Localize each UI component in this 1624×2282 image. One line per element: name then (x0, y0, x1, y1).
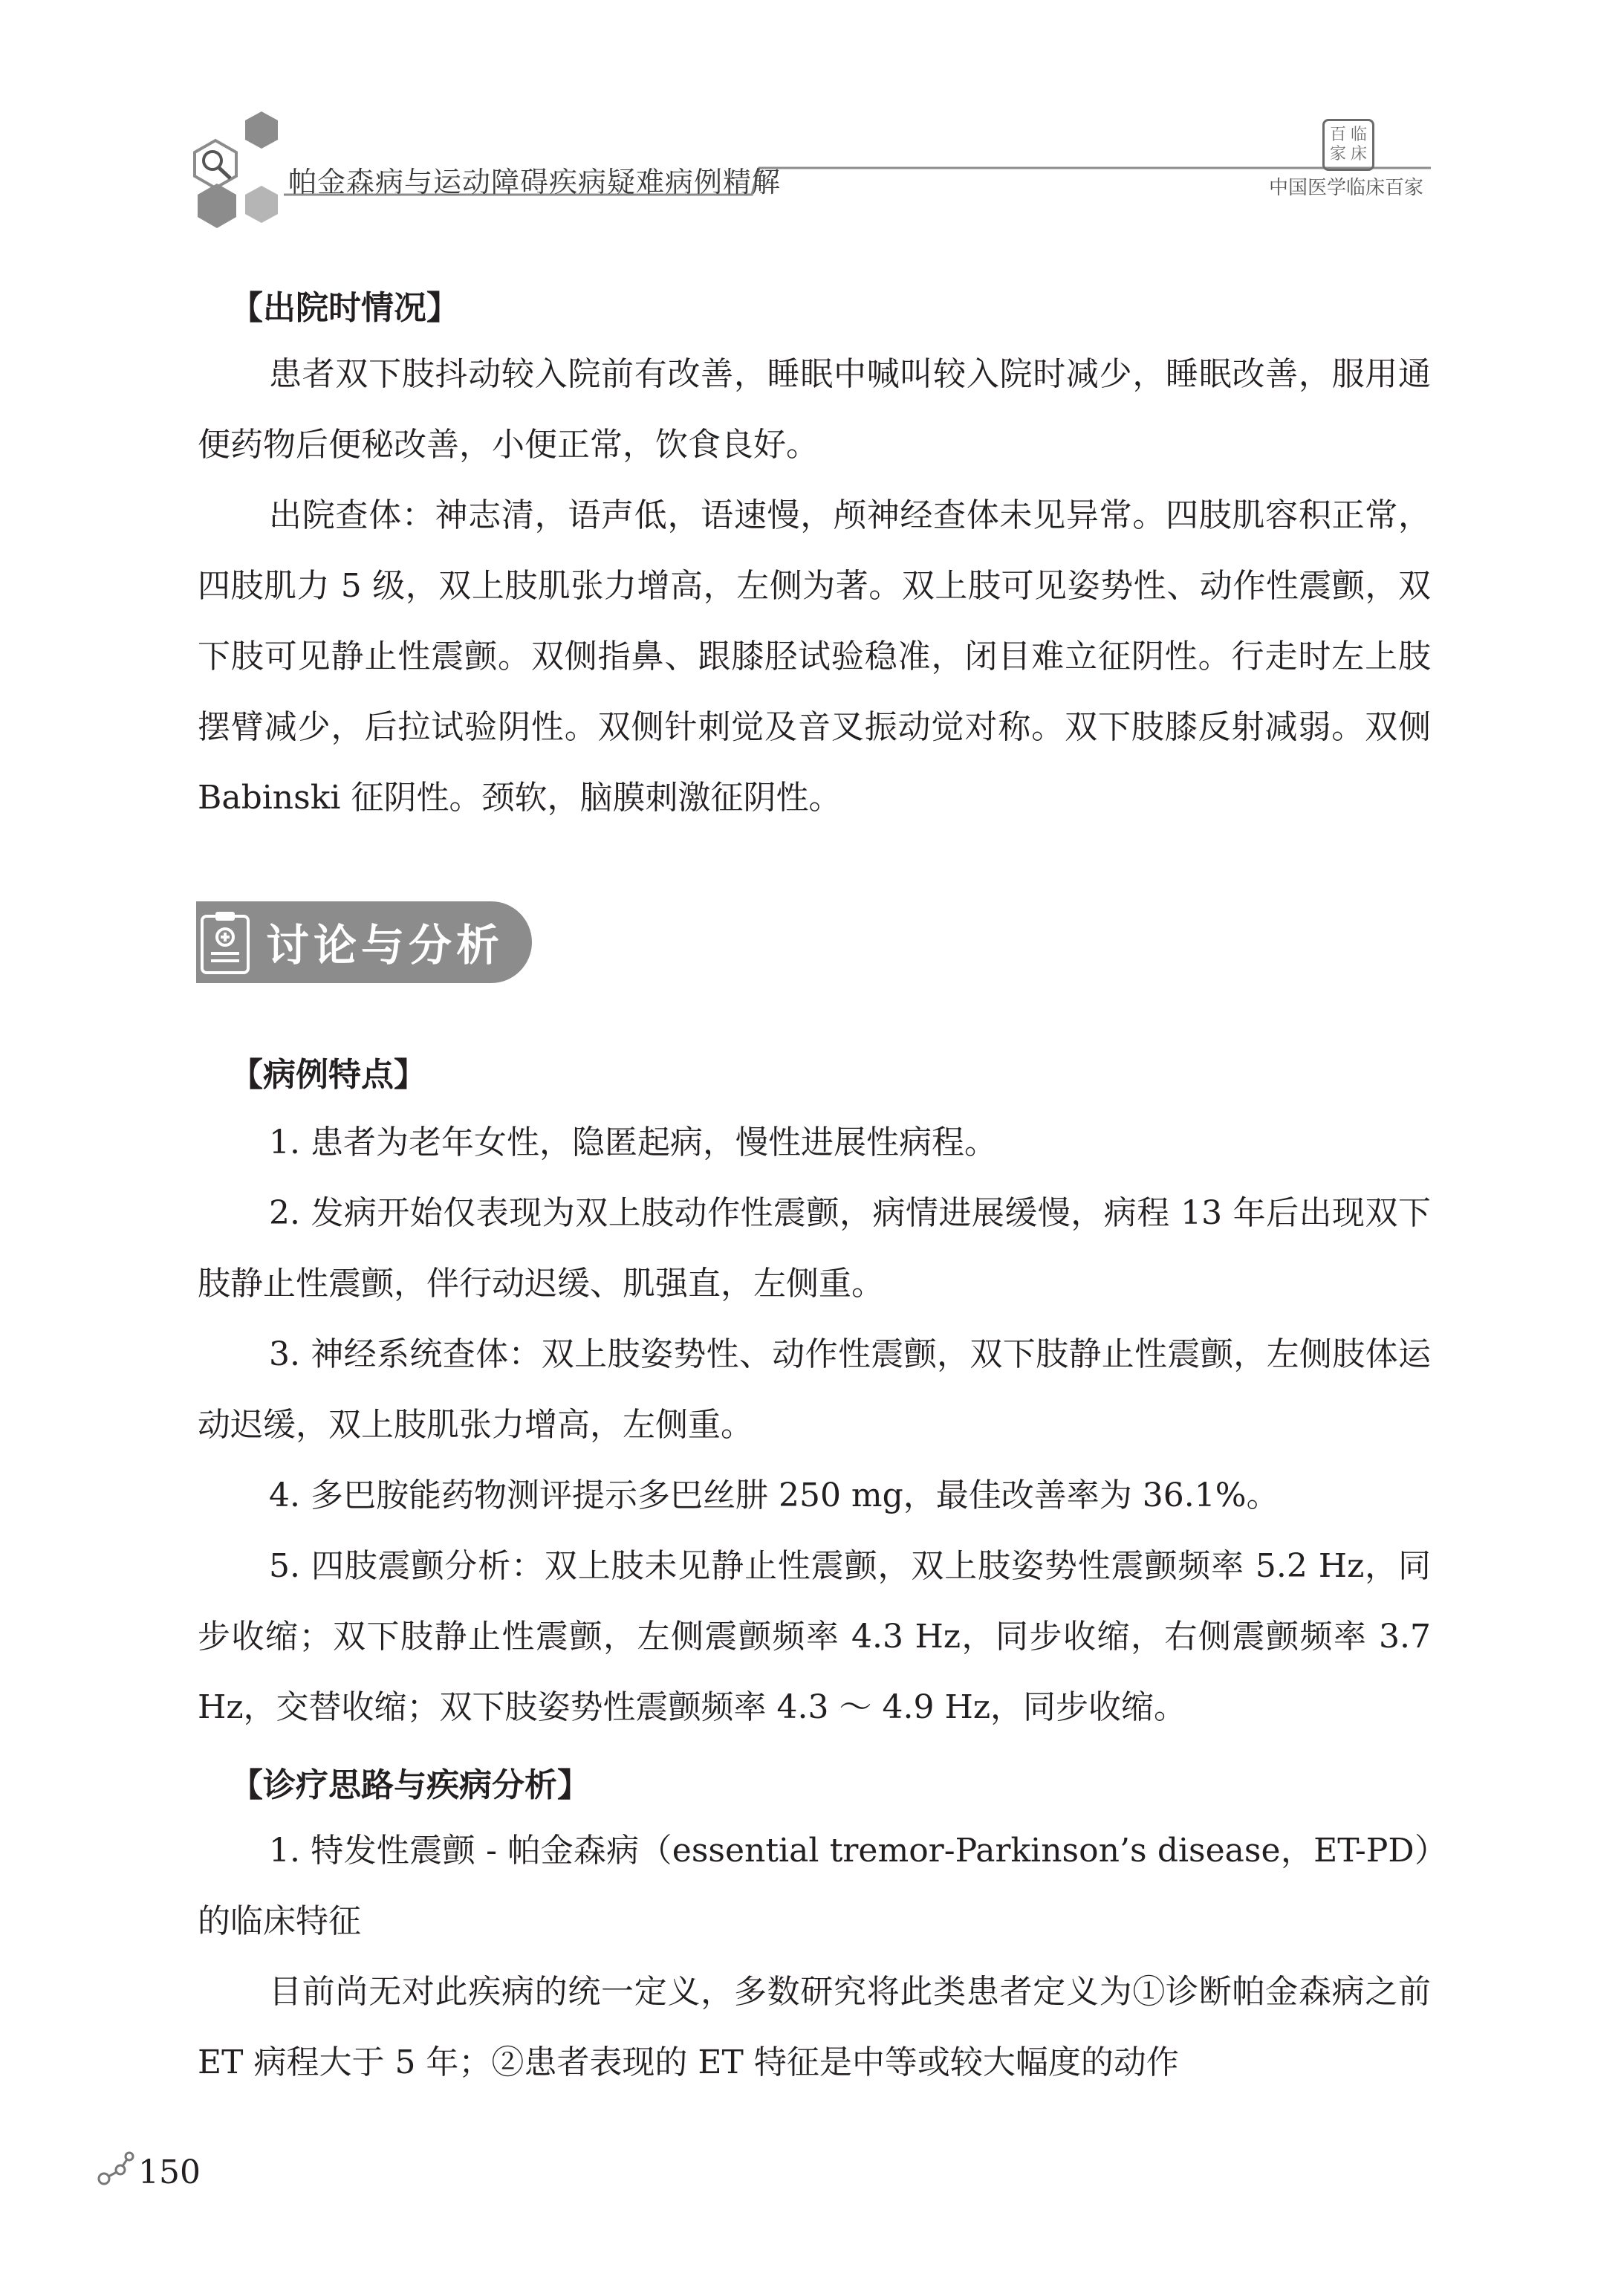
feature-item-5: 5. 四肢震颤分析：双上肢未见静止性震颤，双上肢姿势性震颤频率 5.2 Hz，同步收缩；双下肢静止性震颤，左侧震颤频率 4.3 Hz，同步收缩，右侧震颤频率 3.7 Hz，交替收缩；双下肢姿势性震颤频率 4.3 ～ 4.9 Hz，同步收缩。 (198, 1547, 1431, 1726)
features-heading: 【病例特点】 (230, 1056, 426, 1094)
section-banner (196, 901, 532, 983)
analysis-paragraph-1: 1. 特发性震颤 - 帕金森病（essential tremor-Parkinson’s disease，ET-PD）的临床特征 (198, 1832, 1431, 1940)
feature-item-2: 2. 发病开始仅表现为双上肢动作性震颤，病情进展缓慢，病程 13 年后出现双下肢静止性震颤，伴行动迟缓、肌强直，左侧重。 (198, 1194, 1431, 1303)
feature-item-3: 3. 神经系统查体：双上肢姿势性、动作性震颤，双下肢静止性震颤，左侧肢体运动迟缓，双上肢肌张力增高，左侧重。 (198, 1335, 1431, 1444)
feature-item-1: 1. 患者为老年女性，隐匿起病，慢性进展性病程。 (269, 1124, 997, 1161)
book-title: 帕金森病与运动障碍疾病疑难病例精解 (288, 166, 782, 198)
analysis-heading: 【诊疗思路与疾病分析】 (230, 1766, 590, 1804)
clipboard-icon (199, 909, 251, 976)
series-name: 中国医学临床百家 (1269, 177, 1424, 199)
feature-item-4: 4. 多巴胺能药物测评提示多巴丝肼 250 mg，最佳改善率为 36.1%。 (269, 1477, 1279, 1514)
molecule-icon (95, 2148, 137, 2189)
page-number: 150 (138, 2153, 201, 2191)
header-decoration (0, 0, 1624, 238)
seal-stamp-icon: 百 临 家 床 (1322, 119, 1374, 171)
hexagon-logo-icon (195, 111, 278, 228)
discharge-paragraph-1: 患者双下肢抖动较入院前有改善，睡眠中喊叫较入院时减少，睡眠改善，服用通便药物后便秘改善，小便正常，饮食良好。 (198, 355, 1431, 464)
analysis-paragraph-2: 目前尚无对此疾病的统一定义，多数研究将此类患者定义为①诊断帕金森病之前 ET 病程大于 5 年；②患者表现的 ET 特征是中等或较大幅度的动作 (198, 1973, 1431, 2081)
page-header (0, 0, 1624, 238)
discharge-paragraph-2: 出院查体：神志清，语声低，语速慢，颅神经查体未见异常。四肢肌容积正常，四肢肌力 5 级，双上肢肌张力增高，左侧为著。双上肢可见姿势性、动作性震颤，双下肢可见静止性震颤。双侧指鼻、跟膝胫试验稳准，闭目难立征阴性。行走时左上肢摆臂减少，后拉试验阴性。双侧针刺觉及音叉振动觉对称。双下肢膝反射减弱。双侧 Babinski 征阴性。颈软，脑膜刺激征阴性。 (198, 496, 1431, 817)
discharge-heading: 【出院时情况】 (230, 289, 459, 327)
section-title: 讨论与分析 (266, 920, 504, 970)
